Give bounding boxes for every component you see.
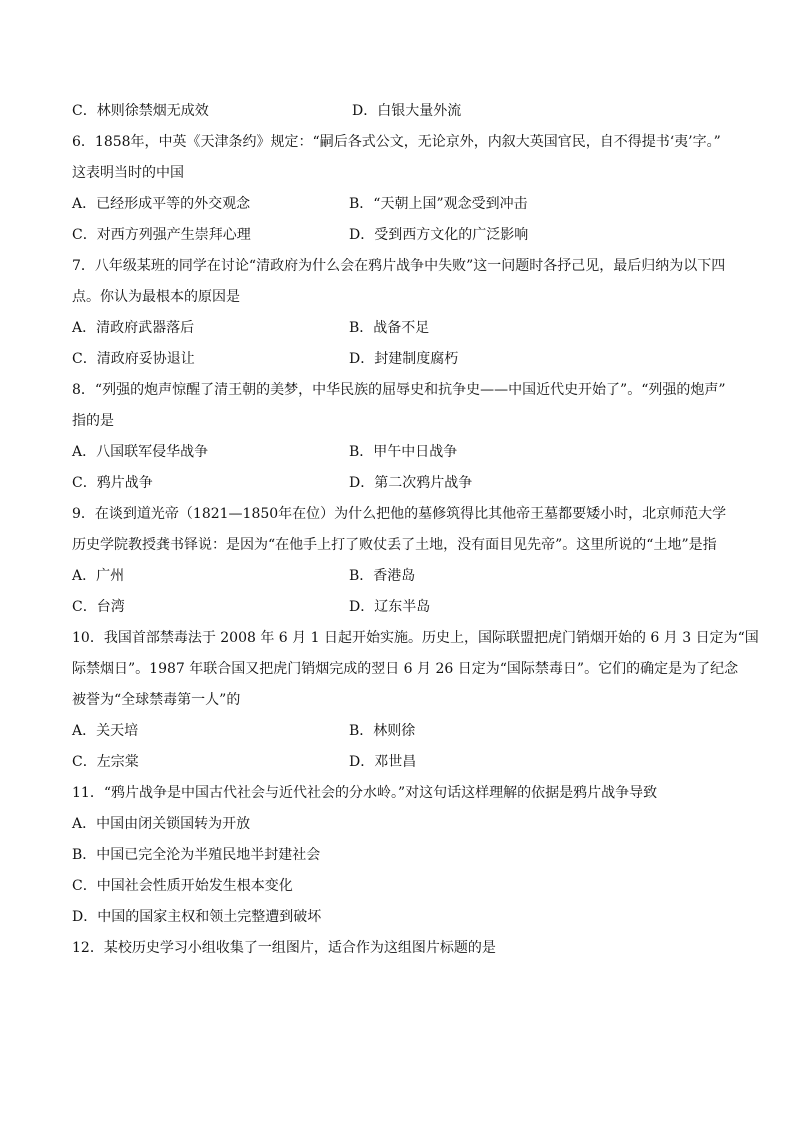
q8-options-ab (72, 437, 732, 468)
q10-stem-line-3: 被誉为“全球禁毒第一人”的 (72, 692, 241, 708)
q10-options-cd (72, 747, 732, 778)
q8-stem-line-2: 指的是 (72, 413, 114, 429)
q10-option-a[interactable]: A．关天培 (72, 723, 139, 739)
q11-option-d[interactable]: D．中国的国家主权和领土完整遭到破坏 (72, 909, 322, 925)
q7-options-ab (72, 313, 732, 344)
q6-option-d[interactable]: D．受到西方文化的广泛影响 (349, 227, 529, 243)
q7-options-cd (72, 344, 732, 375)
q6-option-b[interactable]: B．“天朝上国”观念受到冲击 (349, 196, 528, 212)
q10-option-d[interactable]: D．邓世昌 (349, 754, 417, 770)
q11-option-c[interactable]: C．中国社会性质开始发生根本变化 (72, 878, 293, 894)
q8-option-b[interactable]: B．甲午中日战争 (349, 444, 458, 460)
exam-page (72, 96, 759, 964)
q6-options-ab (72, 189, 732, 220)
q8-option-d[interactable]: D．第二次鸦片战争 (349, 475, 473, 491)
q7-option-c[interactable]: C．清政府妥协退让 (72, 351, 195, 367)
q5-option-c[interactable]: C．林则徐禁烟无成效 (72, 103, 209, 119)
q11-option-a[interactable]: A．中国由闭关锁国转为开放 (72, 816, 251, 832)
q6-stem-line-2: 这表明当时的中国 (72, 165, 184, 181)
q7-stem-line-1: 7．八年级某班的同学在讨论“清政府为什么会在鸦片战争中失败”这一问题时各抒己见，最后归纳为以下四 (72, 258, 726, 274)
q9-options-cd (72, 592, 732, 623)
q9-option-a[interactable]: A．广州 (72, 568, 125, 584)
q12-stem-line-1: 12．某校历史学习小组收集了一组图片，适合作为这组图片标题的是 (72, 940, 496, 956)
q9-stem-line-1: 9．在谈到道光帝（1821—1850年在位）为什么把他的墓修筑得比其他帝王墓都要矮小时，北京师范大学 (72, 506, 727, 522)
q7-stem-line-2: 点。你认为最根本的原因是 (72, 289, 240, 305)
q5-options-cd (72, 96, 732, 127)
q10-option-b[interactable]: B．林则徐 (349, 723, 416, 739)
q10-stem-line-2: 际禁烟日”。1987 年联合国又把虎门销烟完成的翌日 6 月 26 日定为“国际禁毒日”。它们的确定是为了纪念 (72, 661, 739, 677)
q6-stem-line-1: 6．1858年，中英《天津条约》规定：“嗣后各式公文，无论京外，内叙大英国官民，自不得提书‘夷’字。” (72, 134, 721, 150)
q9-stem-line-2: 历史学院教授龚书铎说：是因为“在他手上打了败仗丢了土地，没有面目见先帝”。这里所说的“土地”是指 (72, 537, 717, 553)
q10-options-ab (72, 716, 732, 747)
q8-option-a[interactable]: A．八国联军侵华战争 (72, 444, 209, 460)
q10-stem-line-1: 10．我国首部禁毒法于 2008 年 6 月 1 日起开始实施。历史上，国际联盟把虎门销烟开始的 6 月 3 日定为“国 (72, 630, 759, 646)
q6-option-a[interactable]: A．已经形成平等的外交观念 (72, 196, 251, 212)
q5-option-d[interactable]: D．白银大量外流 (352, 103, 462, 119)
q11-option-b[interactable]: B．中国已完全沦为半殖民地半封建社会 (72, 847, 321, 863)
q7-option-b[interactable]: B．战备不足 (349, 320, 430, 336)
q6-option-c[interactable]: C．对西方列强产生崇拜心理 (72, 227, 251, 243)
q9-option-b[interactable]: B．香港岛 (349, 568, 416, 584)
q8-stem-line-1: 8．“列强的炮声惊醒了清王朝的美梦，中华民族的屈辱史和抗争史——中国近代史开始了”。“列强的炮声” (72, 382, 726, 398)
q9-option-d[interactable]: D．辽东半岛 (349, 599, 431, 615)
q10-option-c[interactable]: C．左宗棠 (72, 754, 139, 770)
q8-option-c[interactable]: C．鸦片战争 (72, 475, 153, 491)
q7-option-a[interactable]: A．清政府武器落后 (72, 320, 195, 336)
q8-options-cd (72, 468, 732, 499)
q11-stem-line-1: 11．“鸦片战争是中国古代社会与近代社会的分水岭。”对这句话这样理解的依据是鸦片战争导致 (72, 785, 658, 801)
q6-options-cd (72, 220, 732, 251)
q9-option-c[interactable]: C．台湾 (72, 599, 125, 615)
q9-options-ab (72, 561, 732, 592)
q7-option-d[interactable]: D．封建制度腐朽 (349, 351, 459, 367)
